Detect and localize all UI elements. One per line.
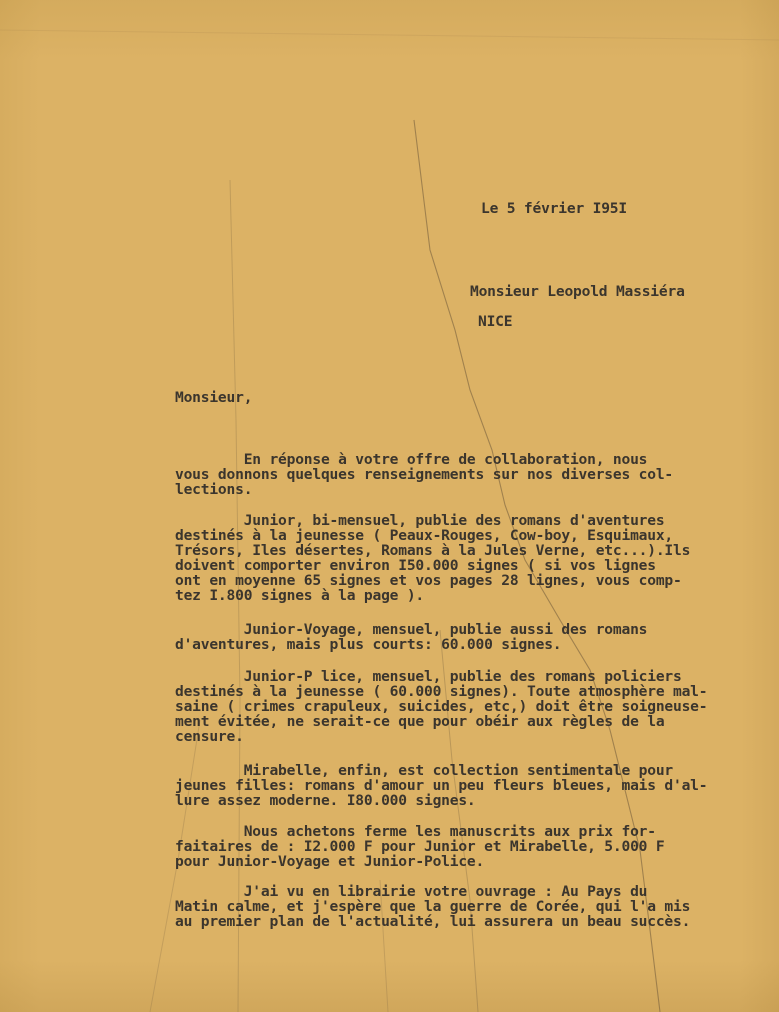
letter-line: censure. (175, 728, 244, 745)
letter-line: lections. (175, 481, 253, 498)
recipient-name: Monsieur Leopold Massiéra (470, 283, 685, 300)
letter-line: destinés à la jeunesse ( 60.000 signes). Toute atmosphère mal- (175, 683, 708, 700)
letter-line: tez I.800 signes à la page ). (175, 587, 424, 604)
letter-date: Le 5 février I95I (481, 200, 627, 217)
letter-line: saine ( crimes crapuleux, suicides, etc,) doit être soigneuse- (175, 698, 708, 715)
letter-line: pour Junior-Voyage et Junior-Police. (175, 853, 485, 870)
recipient-city: NICE (478, 313, 513, 330)
letter-line: d'aventures, mais plus courts: 60.000 signes. (175, 636, 562, 653)
letter-line: Junior-Voyage, mensuel, publie aussi des romans (175, 621, 648, 638)
letter-line: En réponse à votre offre de collaboration, nous (175, 451, 648, 468)
letter-line: au premier plan de l'actualité, lui assurera un beau succès. (175, 913, 691, 930)
letter-line: doivent comporter environ I50.000 signes ( si vos lignes (175, 557, 656, 574)
letter-line: ont en moyenne 65 signes et vos pages 28 lignes, vous comp- (175, 572, 682, 589)
letter-line: destinés à la jeunesse ( Peaux-Rouges, Cow-boy, Esquimaux, (175, 527, 673, 544)
letter-line: Mirabelle, enfin, est collection sentimentale pour (175, 762, 673, 779)
letter-line: Junior, bi-mensuel, publie des romans d'aventures (175, 512, 665, 529)
letter-line: lure assez moderne. I80.000 signes. (175, 792, 476, 809)
letter-line: jeunes filles: romans d'amour un peu fleurs bleues, mais d'al- (175, 777, 708, 794)
letter-line: J'ai vu en librairie votre ouvrage : Au Pays du (175, 883, 648, 900)
letter-line: faitaires de : I2.000 F pour Junior et Mirabelle, 5.000 F (175, 838, 665, 855)
salutation: Monsieur, (175, 389, 253, 406)
letter-line: Trésors, Iles désertes, Romans à la Jules Verne, etc...).Ils (175, 542, 691, 559)
letter-line: Matin calme, et j'espère que la guerre de Corée, qui l'a mis (175, 898, 691, 915)
letter-line: ment évitée, ne serait-ce que pour obéir aux règles de la (175, 713, 665, 730)
letter-line: Nous achetons ferme les manuscrits aux prix for- (175, 823, 656, 840)
letter-line: Junior-P lice, mensuel, publie des romans policiers (175, 668, 682, 685)
letter-line: vous donnons quelques renseignements sur nos diverses col- (175, 466, 673, 483)
